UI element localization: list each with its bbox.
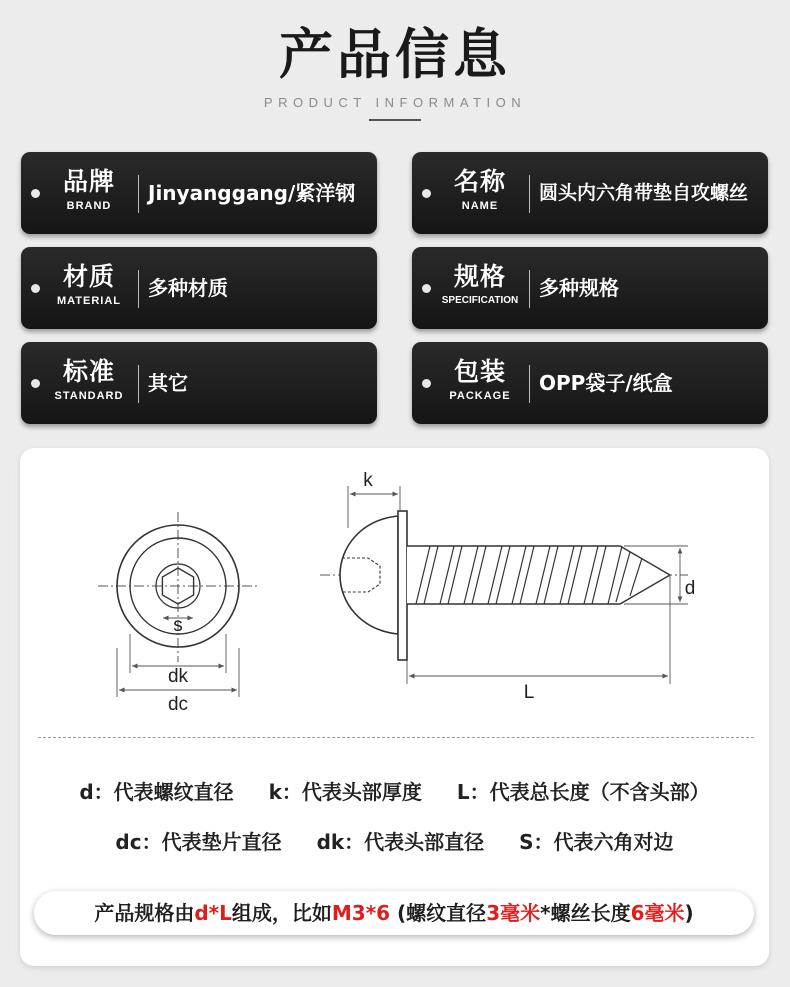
- dashed-divider: [38, 737, 754, 738]
- note-text: (螺纹直径: [390, 901, 487, 925]
- note-text: 组成，比如: [231, 901, 332, 925]
- label-s: s: [173, 615, 183, 636]
- spec-label-en: NAME: [461, 200, 499, 212]
- spec-label-zh: 标准: [62, 357, 115, 386]
- spec-card-name: [412, 152, 768, 234]
- spec-separator: [138, 365, 139, 403]
- note-highlight: M3*6: [331, 901, 391, 925]
- spec-label: [43, 261, 135, 309]
- spec-value: 多种材质: [148, 276, 228, 300]
- legend-item: k：代表头部厚度: [268, 780, 422, 804]
- spec-label: [43, 356, 135, 404]
- label-dk: dk: [167, 666, 189, 687]
- spec-value: 多种规格: [539, 276, 619, 300]
- label-L: L: [523, 682, 535, 703]
- label-k: k: [363, 470, 373, 491]
- legend-item: d：代表螺纹直径: [79, 780, 234, 804]
- page-subtitle: PRODUCT INFORMATION: [263, 95, 527, 110]
- spec-label-en: MATERIAL: [56, 295, 121, 307]
- dimension-panel: [20, 448, 769, 966]
- spec-label: [434, 356, 526, 404]
- screw-head: [340, 516, 398, 634]
- spec-label-zh: 名称: [453, 167, 506, 196]
- note-text: *螺丝长度: [540, 901, 631, 925]
- legend-item: S：代表六角对边: [519, 830, 674, 854]
- legend-item: dk：代表头部直径: [316, 830, 485, 854]
- spec-label: [434, 166, 526, 214]
- bullet-dot-icon: [422, 284, 431, 293]
- label-d: d: [684, 578, 696, 599]
- note-highlight: 6毫米: [630, 901, 685, 925]
- spec-card-package: [412, 342, 768, 424]
- spec-card-material: [21, 247, 377, 329]
- screw-dimension-diagram: [20, 448, 769, 748]
- note-highlight: 3毫米: [486, 901, 541, 925]
- bullet-dot-icon: [31, 284, 40, 293]
- spec-label: [43, 166, 135, 214]
- spec-separator: [138, 175, 139, 213]
- spec-card-brand: [21, 152, 377, 234]
- spec-label-zh: 品牌: [62, 167, 115, 196]
- legend-item: L：代表总长度（不含头部）: [456, 780, 710, 804]
- bullet-dot-icon: [422, 189, 431, 198]
- spec-label-zh: 材质: [62, 262, 115, 291]
- spec-label-en: STANDARD: [54, 390, 124, 402]
- note-text: ): [684, 901, 694, 925]
- legend-item: dc：代表垫片直径: [115, 830, 282, 854]
- side-view: [320, 486, 688, 684]
- spec-separator: [529, 270, 530, 308]
- spec-value: OPP袋子/纸盒: [539, 371, 673, 395]
- spec-value: Jinyanggang/紧洋钢: [148, 181, 356, 205]
- spec-label-zh: 规格: [453, 262, 506, 291]
- spec-separator: [529, 365, 530, 403]
- spec-label-en: PACKAGE: [449, 390, 511, 402]
- title-divider: [369, 119, 421, 121]
- legend-row-2: [20, 826, 769, 855]
- spec-card-specification: [412, 247, 768, 329]
- note-text: 产品规格由: [94, 901, 195, 925]
- spec-label-en: BRAND: [66, 200, 112, 212]
- spec-label-en: SPECIFICATION: [441, 295, 519, 306]
- page-title: 产品信息: [279, 23, 511, 86]
- spec-format-note: [34, 891, 754, 935]
- spec-card-standard: [21, 342, 377, 424]
- screw-washer: [398, 511, 407, 660]
- bullet-dot-icon: [31, 379, 40, 388]
- legend-row-1: [20, 776, 769, 805]
- spec-label: [434, 261, 526, 309]
- spec-separator: [138, 270, 139, 308]
- spec-separator: [529, 175, 530, 213]
- bullet-dot-icon: [422, 379, 431, 388]
- spec-value: 圆头内六角带垫自攻螺丝: [539, 182, 749, 204]
- note-highlight: d*L: [194, 901, 232, 925]
- spec-value: 其它: [148, 371, 188, 395]
- spec-label-zh: 包装: [453, 357, 506, 386]
- bullet-dot-icon: [31, 189, 40, 198]
- label-dc: dc: [167, 694, 189, 715]
